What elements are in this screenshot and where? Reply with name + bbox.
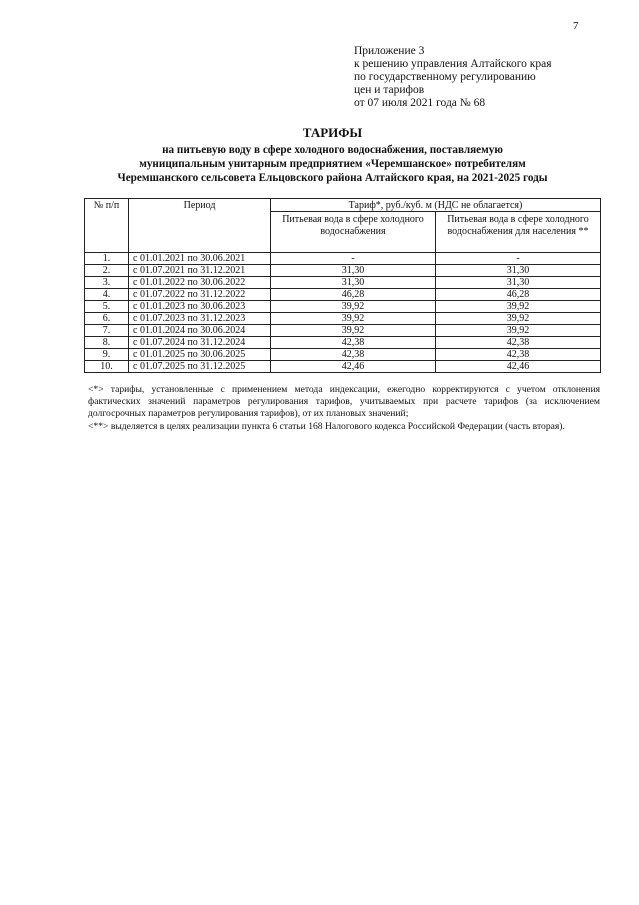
column-header-number: № п/п <box>85 199 129 253</box>
row-tariff-value: 42,38 <box>271 349 436 361</box>
table-row <box>85 265 601 277</box>
appendix-line: от 07 июля 2021 года № 68 <box>354 97 486 109</box>
row-number: 4. <box>85 289 129 301</box>
row-number: 5. <box>85 301 129 313</box>
column-header-drinking-water: Питьевая вода в сфере холодного водоснабжения <box>271 212 436 253</box>
row-period: с 01.01.2022 по 30.06.2022 <box>129 277 271 289</box>
row-period: с 01.01.2024 по 30.06.2024 <box>129 325 271 337</box>
row-tariff-population-value: 39,92 <box>436 301 601 313</box>
column-header-tariff: Тариф*, руб./куб. м (НДС не облагается) <box>271 199 601 212</box>
row-tariff-population-value: - <box>436 253 601 265</box>
footnote: <**> выделяется в целях реализации пункта 6 статьи 168 Налогового кодекса Российской Федерации (часть вторая). <box>88 420 565 432</box>
appendix-line: цен и тарифов <box>354 84 425 96</box>
row-tariff-population-value: 42,38 <box>436 349 601 361</box>
page-number: 7 <box>573 20 579 32</box>
row-number: 8. <box>85 337 129 349</box>
appendix-line: Приложение 3 <box>354 45 425 57</box>
column-header-drinking-water-population: Питьевая вода в сфере холодного водоснабжения для населения ** <box>436 212 601 253</box>
row-period: с 01.01.2023 по 30.06.2023 <box>129 301 271 313</box>
row-tariff-value: 39,92 <box>271 301 436 313</box>
row-tariff-value: 46,28 <box>271 289 436 301</box>
row-number: 10. <box>85 361 129 373</box>
document-subtitle-line: на питьевую воду в сфере холодного водоснабжения, поставляемую <box>162 144 503 156</box>
row-number: 1. <box>85 253 129 265</box>
row-period: с 01.01.2025 по 30.06.2025 <box>129 349 271 361</box>
row-tariff-value: - <box>271 253 436 265</box>
row-number: 2. <box>85 265 129 277</box>
row-number: 3. <box>85 277 129 289</box>
row-tariff-value: 31,30 <box>271 277 436 289</box>
row-tariff-value: 39,92 <box>271 325 436 337</box>
row-number: 7. <box>85 325 129 337</box>
appendix-line: к решению управления Алтайского края <box>354 58 552 70</box>
row-tariff-value: 39,92 <box>271 313 436 325</box>
row-period: с 01.07.2022 по 31.12.2022 <box>129 289 271 301</box>
table-row <box>85 337 601 349</box>
column-header-period: Период <box>129 199 271 253</box>
row-tariff-value: 42,38 <box>271 337 436 349</box>
row-tariff-value: 42,46 <box>271 361 436 373</box>
table-row <box>85 361 601 373</box>
row-period: с 01.01.2021 по 30.06.2021 <box>129 253 271 265</box>
table-row <box>85 277 601 289</box>
row-tariff-population-value: 31,30 <box>436 277 601 289</box>
row-period: с 01.07.2025 по 31.12.2025 <box>129 361 271 373</box>
document-title: ТАРИФЫ <box>302 125 363 140</box>
table-row <box>85 349 601 361</box>
appendix-header <box>354 45 552 110</box>
row-period: с 01.07.2021 по 31.12.2021 <box>129 265 271 277</box>
row-tariff-population-value: 31,30 <box>436 265 601 277</box>
row-tariff-population-value: 39,92 <box>436 325 601 337</box>
footnote: <*> тарифы, установленные с применением метода индексации, ежегодно корректируются с учетом отклонения фактических значений параметров регулирования тарифов, учитываемых при расчете тарифов (за исключением долгосрочных параметров регулирования тарифов), от их плановых значений; <box>88 384 600 420</box>
row-tariff-population-value: 42,46 <box>436 361 601 373</box>
table-row <box>85 253 601 265</box>
appendix-line: по государственному регулированию <box>354 71 536 83</box>
row-period: с 01.07.2023 по 31.12.2023 <box>129 313 271 325</box>
row-tariff-population-value: 46,28 <box>436 289 601 301</box>
row-period: с 01.07.2024 по 31.12.2024 <box>129 337 271 349</box>
table-row <box>85 325 601 337</box>
document-subtitle-line: муниципальным унитарным предприятием «Черемшанское» потребителям <box>139 158 526 170</box>
table-row <box>85 313 601 325</box>
footnotes <box>88 384 600 433</box>
table-row <box>85 289 601 301</box>
row-tariff-population-value: 39,92 <box>436 313 601 325</box>
table-row <box>85 301 601 313</box>
document-subtitle-line: Черемшанского сельсовета Ельцовского района Алтайского края, на 2021-2025 годы <box>117 172 548 184</box>
tariff-table <box>84 198 601 373</box>
row-tariff-population-value: 42,38 <box>436 337 601 349</box>
row-number: 6. <box>85 313 129 325</box>
row-tariff-value: 31,30 <box>271 265 436 277</box>
row-number: 9. <box>85 349 129 361</box>
